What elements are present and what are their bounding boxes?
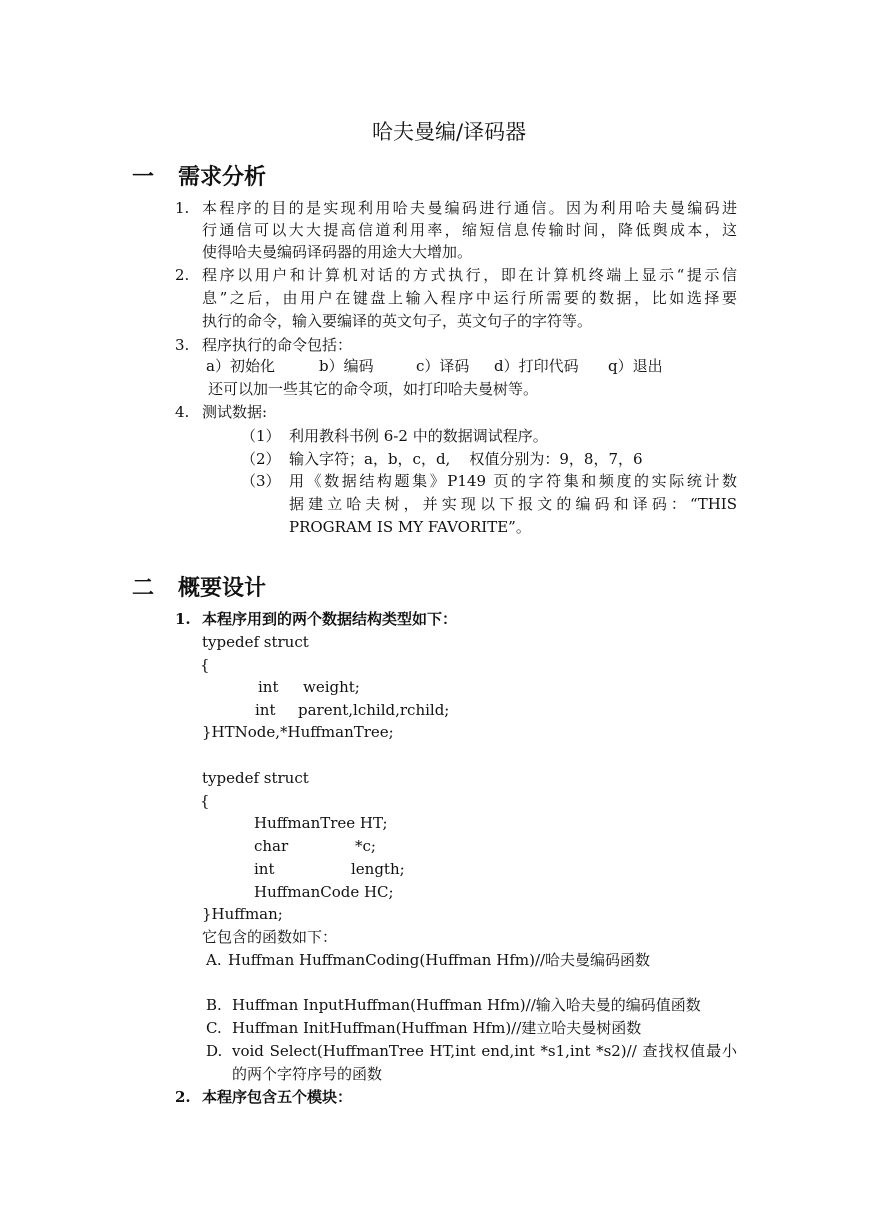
item-2-line: 息”之后，由用户在键盘上输入程序中运行所需要的数据，比如选择要 — [202, 289, 737, 307]
item-1-number: 1. — [175, 199, 190, 217]
code-token: int — [254, 860, 275, 878]
test-3-line: PROGRAM IS MY FAVORITE”。 — [289, 518, 531, 536]
test-3-line: 据建立哈夫树，并实现以下报文的编码和译码：“THIS — [289, 495, 737, 513]
section-1-number: 一 — [132, 165, 155, 190]
code-line: { — [200, 792, 210, 810]
item-1-line: 行通信可以大大提高信道利用率，缩短信息传输时间，降低舆成本，这 — [202, 221, 737, 239]
test-1-number: （1） — [241, 427, 281, 445]
section-2-item-2-number: 2. — [175, 1088, 191, 1106]
section-1-heading: 需求分析 — [178, 165, 267, 190]
test-3-line: 用《数据结构题集》P149 页的字符集和频度的实际统计数 — [289, 472, 737, 490]
item-4-line: 测试数据: — [202, 403, 268, 421]
function-c-text: Huffman InitHuffman(Huffman Hfm)//建立哈夫曼树函数 — [232, 1019, 642, 1037]
item-2-number: 2. — [175, 266, 190, 284]
function-c-number: C. — [206, 1019, 222, 1037]
item-1-line: 本程序的目的是实现利用哈夫曼编码进行通信。因为利用哈夫曼编码进 — [202, 199, 737, 217]
code-token: weight; — [303, 678, 360, 696]
code-line: HuffmanCode HC; — [254, 883, 394, 901]
function-d-line: void Select(HuffmanTree HT,int end,int *s1,int *s2)// 查找权值最小 — [232, 1042, 737, 1060]
commands-note: 还可以加一些其它的命令项，如打印哈夫曼树等。 — [208, 380, 539, 398]
section-2-number: 二 — [132, 576, 155, 601]
function-d-line: 的两个字符序号的函数 — [232, 1065, 383, 1083]
code-line: }Huffman; — [202, 905, 283, 923]
code-line: typedef struct — [202, 633, 309, 651]
test-2-number: （2） — [241, 450, 281, 468]
code-token: parent,lchild,rchild; — [298, 701, 450, 719]
code-token: char — [254, 837, 289, 855]
function-d-number: D. — [206, 1042, 223, 1060]
code-token: *c; — [355, 837, 376, 855]
code-token: int — [255, 701, 276, 719]
command-encode: b）编码 — [319, 357, 374, 375]
page-title: 哈夫曼编/译码器 — [372, 120, 527, 144]
test-2-line: 输入字符；a，b，c，d, 权值分别为：9，8，7，6 — [289, 450, 643, 468]
code-line: { — [200, 656, 210, 674]
item-3-number: 3. — [175, 336, 190, 354]
test-1-line: 利用教科书例 6-2 中的数据调试程序。 — [289, 427, 548, 445]
item-1-line: 使得哈夫曼编码译码器的用途大大增加。 — [202, 243, 473, 261]
code-line: HuffmanTree HT; — [254, 814, 388, 832]
section-2-item-1-text: 本程序用到的两个数据结构类型如下： — [202, 610, 458, 628]
command-initialize: a）初始化 — [206, 357, 275, 375]
test-3-number: （3） — [241, 472, 281, 490]
code-token: length; — [351, 860, 405, 878]
command-decode: c）译码 — [416, 357, 470, 375]
function-b-number: B. — [206, 996, 222, 1014]
item-3-line: 程序执行的命令包括： — [202, 336, 353, 354]
code-token: int — [258, 678, 279, 696]
section-2-item-2-text: 本程序包含五个模块： — [202, 1088, 353, 1106]
function-b-text: Huffman InputHuffman(Huffman Hfm)//输入哈夫曼的编码值函数 — [232, 996, 701, 1014]
command-quit: q）退出 — [608, 357, 663, 375]
section-2-item-1-number: 1. — [175, 610, 191, 628]
function-a-number: A. — [206, 951, 222, 969]
item-2-line: 执行的命令，输入要编译的英文句子，英文句子的字符等。 — [202, 312, 593, 330]
functions-intro: 它包含的函数如下： — [202, 928, 338, 946]
function-a-text: Huffman HuffmanCoding(Huffman Hfm)//哈夫曼编码函数 — [228, 951, 651, 969]
code-line: typedef struct — [202, 769, 309, 787]
section-2-heading: 概要设计 — [178, 576, 267, 601]
command-print-code: d）打印代码 — [494, 357, 579, 375]
item-4-number: 4. — [175, 403, 190, 421]
item-2-line: 程序以用户和计算机对话的方式执行，即在计算机终端上显示“提示信 — [202, 266, 737, 284]
code-line: }HTNode,*HuffmanTree; — [202, 723, 394, 741]
